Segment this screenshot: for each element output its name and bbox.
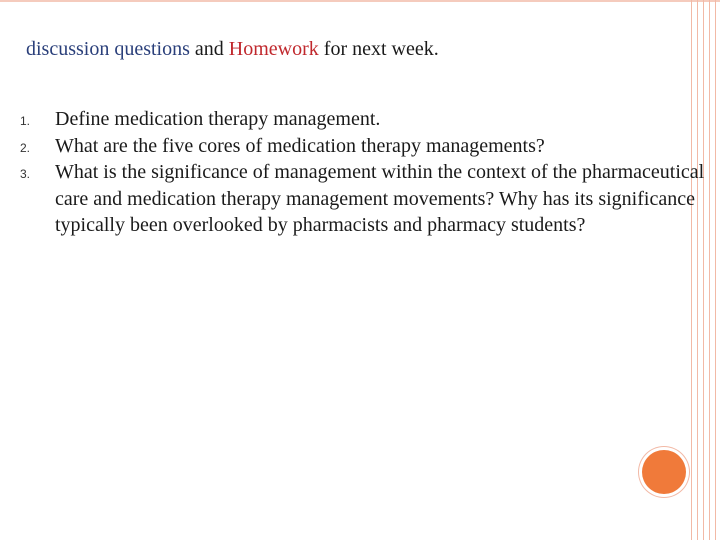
top-rule [0, 0, 720, 2]
right-border-line [715, 0, 716, 540]
orange-circle-icon [642, 450, 686, 494]
list-item [20, 133, 710, 160]
question-text: What is the significance of management within the context of the pharmaceutical care and medication therapy management movements? Why has its significance typically been overlooked by pharmacists and pharmacy students? [55, 161, 705, 236]
title-part-homework: Homework [228, 38, 319, 60]
question-list [20, 106, 710, 239]
list-number: 3. [20, 167, 31, 181]
right-border-line [709, 0, 710, 540]
title-part-discussion: discussion questions [26, 38, 190, 60]
right-border-line [703, 0, 704, 540]
list-number: 1. [20, 114, 31, 128]
title-part-next-week: for next week. [318, 38, 439, 60]
slide-title [26, 36, 439, 62]
right-border-line [697, 0, 698, 540]
list-number: 2. [20, 140, 31, 155]
question-text: Define medication therapy management. [55, 108, 381, 130]
list-item [20, 106, 710, 133]
question-text: What are the five cores of medication therapy managements? [55, 134, 545, 157]
title-part-and: and [189, 38, 229, 60]
list-item [20, 159, 710, 239]
right-border-line [691, 0, 692, 540]
